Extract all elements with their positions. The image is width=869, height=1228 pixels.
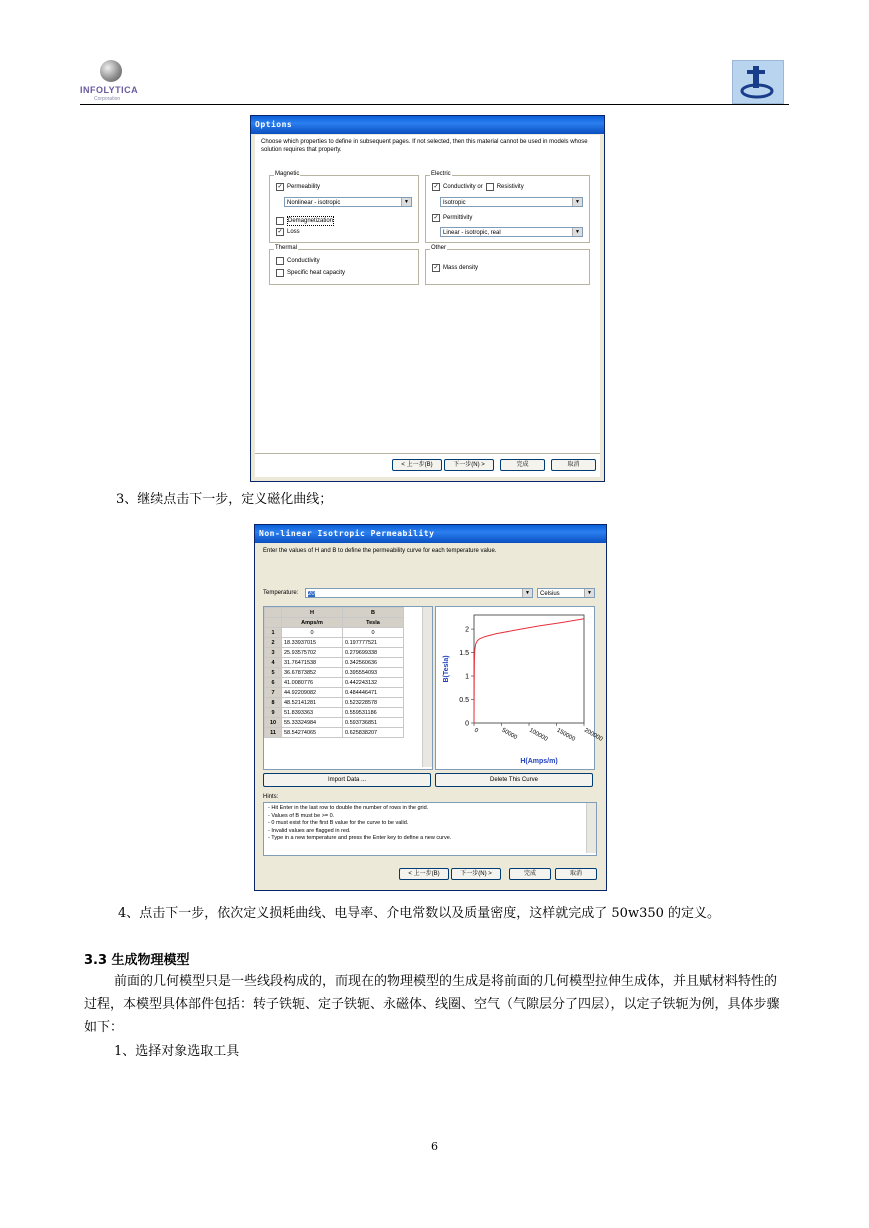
- specific-heat-label: Specific heat capacity: [287, 270, 346, 276]
- cell-h[interactable]: 36.67873852: [282, 668, 343, 678]
- hb-data-grid[interactable]: [263, 606, 433, 770]
- cell-b[interactable]: 0.484446471: [343, 688, 404, 698]
- cell-h[interactable]: 48.52141281: [282, 698, 343, 708]
- cell-b[interactable]: 0.593736851: [343, 718, 404, 728]
- logo-subtext: Corporation: [94, 96, 121, 102]
- hint-item: - Hit Enter in the last row to double the number of rows in the grid.: [268, 805, 429, 811]
- chevron-down-icon: ▼: [572, 198, 582, 206]
- step1-text: 1、选择对象选取工具: [114, 1044, 240, 1059]
- demagnetization-label: Demagnetization: [288, 218, 334, 224]
- permeability-dialog: [254, 524, 607, 891]
- cell-b[interactable]: 0.342560636: [343, 658, 404, 668]
- permittivity-type-select[interactable]: [440, 227, 583, 237]
- checkbox-empty-icon: [276, 269, 284, 277]
- chevron-down-icon: ▼: [584, 589, 594, 597]
- row-number: 8: [265, 698, 282, 708]
- checkmark-icon: ✓: [433, 265, 439, 271]
- magnetic-group: [269, 171, 419, 243]
- cell-b[interactable]: 0.279699338: [343, 648, 404, 658]
- logo-text: INFOLYTICA: [80, 85, 139, 95]
- cell-h[interactable]: 58.54274065: [282, 728, 343, 738]
- grid-header-h: H: [282, 608, 343, 618]
- conductivity-label: Conductivity or: [443, 184, 483, 190]
- temperature-input[interactable]: [305, 588, 533, 598]
- thermal-conductivity-label: Conductivity: [287, 258, 320, 264]
- chevron-down-icon: ▼: [522, 589, 532, 597]
- cell-h[interactable]: 44.92209082: [282, 688, 343, 698]
- hint-item: - Invalid values are flagged in red.: [268, 827, 351, 834]
- thermal-conductivity-checkbox[interactable]: [276, 257, 320, 265]
- permeability-type-select[interactable]: [284, 197, 412, 207]
- options-dialog: [250, 115, 605, 482]
- step3-text: 3、继续点击下一步，定义磁化曲线；: [116, 492, 333, 507]
- thermal-group-label: Thermal: [275, 245, 298, 251]
- electric-group-label: Electric: [431, 171, 451, 177]
- bh-curve-svg: [436, 607, 604, 769]
- row-number: 1: [265, 628, 282, 638]
- conductivity-type-select[interactable]: [440, 197, 583, 207]
- cell-b[interactable]: 0.197777521: [343, 638, 404, 648]
- row-number: 7: [265, 688, 282, 698]
- page-number: 6: [431, 1140, 438, 1153]
- cell-h[interactable]: 25.93575702: [282, 648, 343, 658]
- loss-label: Loss: [287, 229, 300, 235]
- bh-curve-chart: [435, 606, 604, 770]
- checkmark-icon: ✓: [277, 184, 283, 190]
- hints-scrollbar[interactable]: [586, 803, 596, 853]
- permeability-label: Permeability: [287, 184, 321, 190]
- cell-b[interactable]: 0.442243132: [343, 678, 404, 688]
- table-row[interactable]: [265, 678, 404, 688]
- grid-unit-h: Amps/m: [282, 618, 343, 628]
- y-tick-label: 1.5: [459, 650, 469, 658]
- hint-item: - Type in a new temperature and press the Enter key to define a new curve.: [268, 835, 452, 841]
- checkbox-empty-icon: [276, 217, 284, 225]
- cell-b[interactable]: 0.559531186: [343, 708, 404, 718]
- permittivity-label: Permittivity: [443, 215, 473, 221]
- header-rule: [80, 104, 789, 105]
- table-row[interactable]: [265, 648, 404, 658]
- table-row[interactable]: [265, 688, 404, 698]
- cell-b[interactable]: 0: [343, 628, 404, 638]
- y-tick-label: 2: [465, 626, 469, 634]
- import-data-button[interactable]: Import Data ...: [263, 773, 431, 787]
- grid-scrollbar[interactable]: [422, 607, 432, 767]
- permittivity-type-value: Linear - isotropic, real: [443, 230, 501, 236]
- cell-b[interactable]: 0.395554093: [343, 668, 404, 678]
- table-row[interactable]: [265, 728, 404, 738]
- x-tick-label: 0: [473, 727, 479, 735]
- next-button[interactable]: 下一步(N) >: [451, 868, 501, 880]
- delete-curve-button[interactable]: Delete This Curve: [435, 773, 593, 787]
- cell-h[interactable]: 18.33937015: [282, 638, 343, 648]
- permeability-checkbox[interactable]: [276, 183, 320, 191]
- checkbox-empty-icon: [486, 183, 494, 191]
- mass-density-label: Mass density: [443, 265, 479, 271]
- permittivity-checkbox[interactable]: [432, 214, 472, 222]
- cell-h[interactable]: 0: [282, 628, 343, 638]
- divider: [255, 453, 600, 454]
- grid-corner: [265, 608, 282, 618]
- cell-h[interactable]: 51.8393363: [282, 708, 343, 718]
- options-dialog-body: [255, 135, 600, 477]
- hints-box: [263, 802, 597, 856]
- table-row[interactable]: [265, 658, 404, 668]
- resistivity-label: Resistivity: [496, 184, 524, 190]
- cell-b[interactable]: 0.523228578: [343, 698, 404, 708]
- y-axis-label: B(Tesla): [443, 655, 450, 683]
- table-row[interactable]: [265, 638, 404, 648]
- row-number: 6: [265, 678, 282, 688]
- table-row[interactable]: [265, 718, 404, 728]
- options-dialog-title: Options: [251, 116, 604, 134]
- unit-value: Celsius: [540, 591, 560, 597]
- demagnetization-checkbox[interactable]: [276, 216, 334, 226]
- permeability-instructions: Enter the values of H and B to define the permeability curve for each temperature value.: [263, 548, 497, 554]
- cell-h[interactable]: 31.76471538: [282, 658, 343, 668]
- finish-button[interactable]: 完成: [509, 868, 551, 880]
- hint-item: - Values of B must be >= 0.: [268, 812, 335, 819]
- grid-header-b: B: [343, 608, 404, 618]
- x-tick-label: 100000: [528, 727, 549, 743]
- checkmark-icon: ✓: [277, 229, 283, 235]
- x-tick-label: 150000: [555, 727, 576, 743]
- step4-text: 4、点击下一步，依次定义损耗曲线、电导率、介电常数以及质量密度，这样就完成了 50w350 的定义。: [118, 906, 721, 921]
- back-button[interactable]: < 上一步(B): [392, 459, 442, 471]
- chevron-down-icon: ▼: [401, 198, 411, 206]
- row-number: 10: [265, 718, 282, 728]
- conductivity-checkbox[interactable]: [432, 183, 524, 191]
- cell-h[interactable]: 41.0080776: [282, 678, 343, 688]
- checkmark-icon: ✓: [433, 215, 439, 221]
- table-row[interactable]: [265, 668, 404, 678]
- cancel-button[interactable]: 取消: [551, 459, 596, 471]
- row-number: 11: [265, 728, 282, 738]
- table-row[interactable]: [265, 628, 404, 638]
- x-tick-label: 200000: [583, 727, 604, 743]
- other-group-label: Other: [431, 245, 447, 251]
- y-tick-label: 1: [465, 673, 469, 681]
- permeability-type-value: Nonlinear - isotropic: [287, 200, 341, 206]
- globe-icon: [100, 60, 122, 82]
- body-paragraph: 前面的几何模型只是一些线段构成的，而现在的物理模型的生成是将前面的几何模型拉伸生成体，并且赋材料特性的过程，本模型具体部件包括：转子铁轭、定子铁轭、永磁体、线圈、空气（气隙层分了四层），以定子铁轭为例，具体步骤如下：: [84, 974, 780, 1035]
- table-row[interactable]: [265, 698, 404, 708]
- row-number: 3: [265, 648, 282, 658]
- other-group: [425, 245, 590, 285]
- checkmark-icon: ✓: [433, 184, 439, 190]
- temperature-value: 20: [308, 591, 315, 597]
- table-row[interactable]: [265, 708, 404, 718]
- y-tick-label: 0: [465, 720, 469, 728]
- section-heading: 3.3 生成物理模型: [84, 953, 190, 968]
- back-button[interactable]: < 上一步(B): [399, 868, 449, 880]
- options-instructions: Choose which properties to define in subsequent pages. If not selected, then this material cannot be used in models whose solution requires that property.: [261, 139, 588, 153]
- unit-select[interactable]: [537, 588, 595, 598]
- infolytica-logo: [80, 58, 142, 102]
- finish-button[interactable]: 完成: [500, 459, 545, 471]
- permeability-dialog-title: Non-linear Isotropic Permeability: [255, 525, 606, 543]
- permeability-dialog-body: [259, 544, 602, 886]
- chevron-down-icon: ▼: [572, 228, 582, 236]
- loss-checkbox[interactable]: [276, 228, 300, 236]
- row-number: 2: [265, 638, 282, 648]
- school-emblem-icon: [732, 60, 784, 104]
- cancel-button[interactable]: 取消: [555, 868, 597, 880]
- grid-corner: [265, 618, 282, 628]
- cell-b[interactable]: 0.625838207: [343, 728, 404, 738]
- x-axis-label: H(Amps/m): [520, 758, 558, 765]
- grid-unit-b: Tesla: [343, 618, 404, 628]
- hints-label: Hints:: [263, 794, 279, 800]
- cell-h[interactable]: 55.33324984: [282, 718, 343, 728]
- plot-area: [474, 615, 584, 723]
- magnetic-group-label: Magnetic: [275, 171, 300, 177]
- mass-density-checkbox[interactable]: [432, 264, 478, 272]
- x-tick-label: 50000: [500, 727, 518, 742]
- temperature-label: Temperature:: [263, 590, 299, 596]
- y-tick-label: 0.5: [459, 697, 469, 705]
- hint-item: - 0 must exist for the first B value for the curve to be valid.: [268, 820, 409, 826]
- checkbox-empty-icon: [276, 257, 284, 265]
- electric-group: [425, 171, 590, 243]
- thermal-group: [269, 245, 419, 285]
- row-number: 4: [265, 658, 282, 668]
- next-button[interactable]: 下一步(N) >: [444, 459, 494, 471]
- row-number: 9: [265, 708, 282, 718]
- conductivity-type-value: Isotropic: [443, 200, 466, 206]
- specific-heat-checkbox[interactable]: [276, 269, 345, 277]
- row-number: 5: [265, 668, 282, 678]
